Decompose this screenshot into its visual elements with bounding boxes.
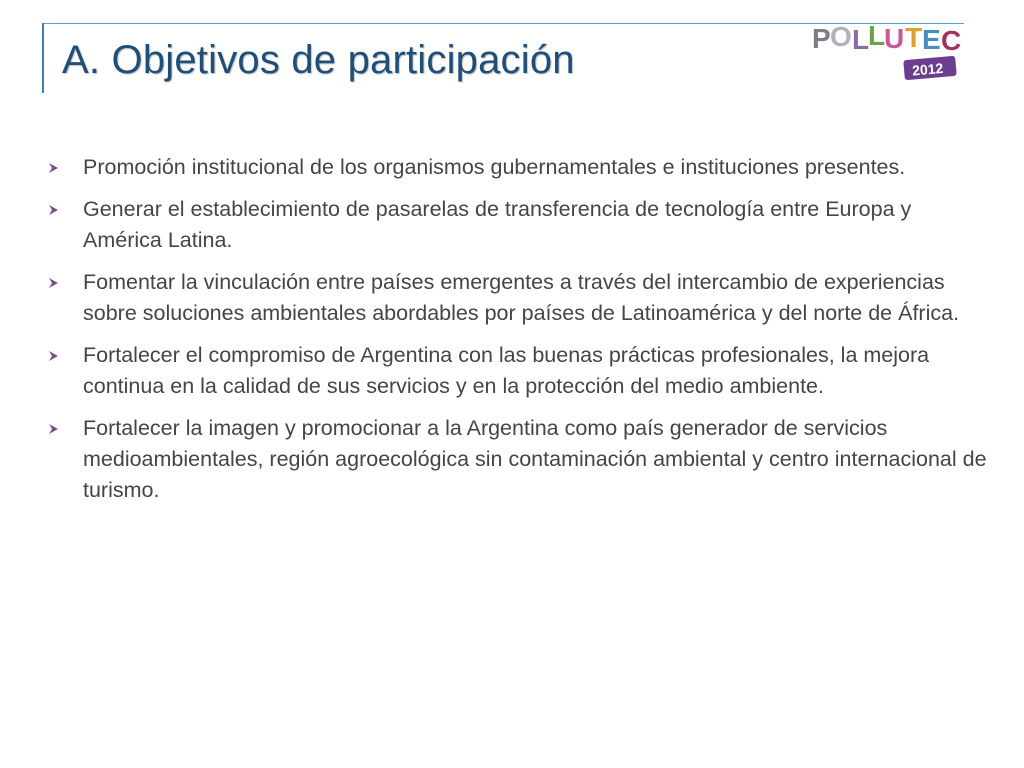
- logo-letter: U: [884, 23, 905, 54]
- header-left-rule: [42, 23, 44, 93]
- list-item-text: Fortalecer la imagen y promocionar a la Argentina como país generador de servicios medioambientales, región agroecológica sin contaminación ambiental y centro internacional de turismo.: [83, 416, 987, 502]
- arrowhead-bullet-icon: [48, 349, 60, 363]
- logo-letter: C: [941, 25, 962, 56]
- logo-letter: O: [830, 21, 852, 52]
- arrowhead-bullet-icon: [48, 203, 60, 217]
- list-item: [40, 194, 990, 256]
- list-item-text: Fomentar la vinculación entre países emergentes a través del intercambio de experiencias sobre soluciones ambientales abordables por países de Latinoamérica y del norte de África.: [83, 270, 960, 325]
- arrowhead-bullet-icon: [48, 276, 60, 290]
- logo-letter: E: [922, 24, 941, 55]
- objectives-list: [40, 152, 990, 517]
- logo-letter: L: [852, 24, 870, 55]
- list-item-text: Promoción institucional de los organismos gubernamentales e instituciones presentes.: [83, 155, 906, 179]
- list-item: [40, 340, 990, 402]
- logo-letter: P: [812, 23, 831, 54]
- arrowhead-bullet-icon: [48, 422, 60, 436]
- list-item: [40, 413, 990, 506]
- logo-letter: T: [905, 22, 923, 53]
- logo-year: 2012: [911, 59, 944, 79]
- slide-title: A. Objetivos de participación: [62, 38, 575, 82]
- pollutec-logo: [808, 14, 968, 86]
- list-item: [40, 267, 990, 329]
- list-item: [40, 152, 990, 183]
- list-item-text: Fortalecer el compromiso de Argentina con las buenas prácticas profesionales, la mejora continua en la calidad de sus servicios y en la protección del medio ambiente.: [83, 343, 930, 398]
- logo-letter: L: [868, 20, 886, 51]
- list-item-text: Generar el establecimiento de pasarelas de transferencia de tecnología entre Europa y América Latina.: [83, 197, 912, 252]
- arrowhead-bullet-icon: [48, 161, 60, 175]
